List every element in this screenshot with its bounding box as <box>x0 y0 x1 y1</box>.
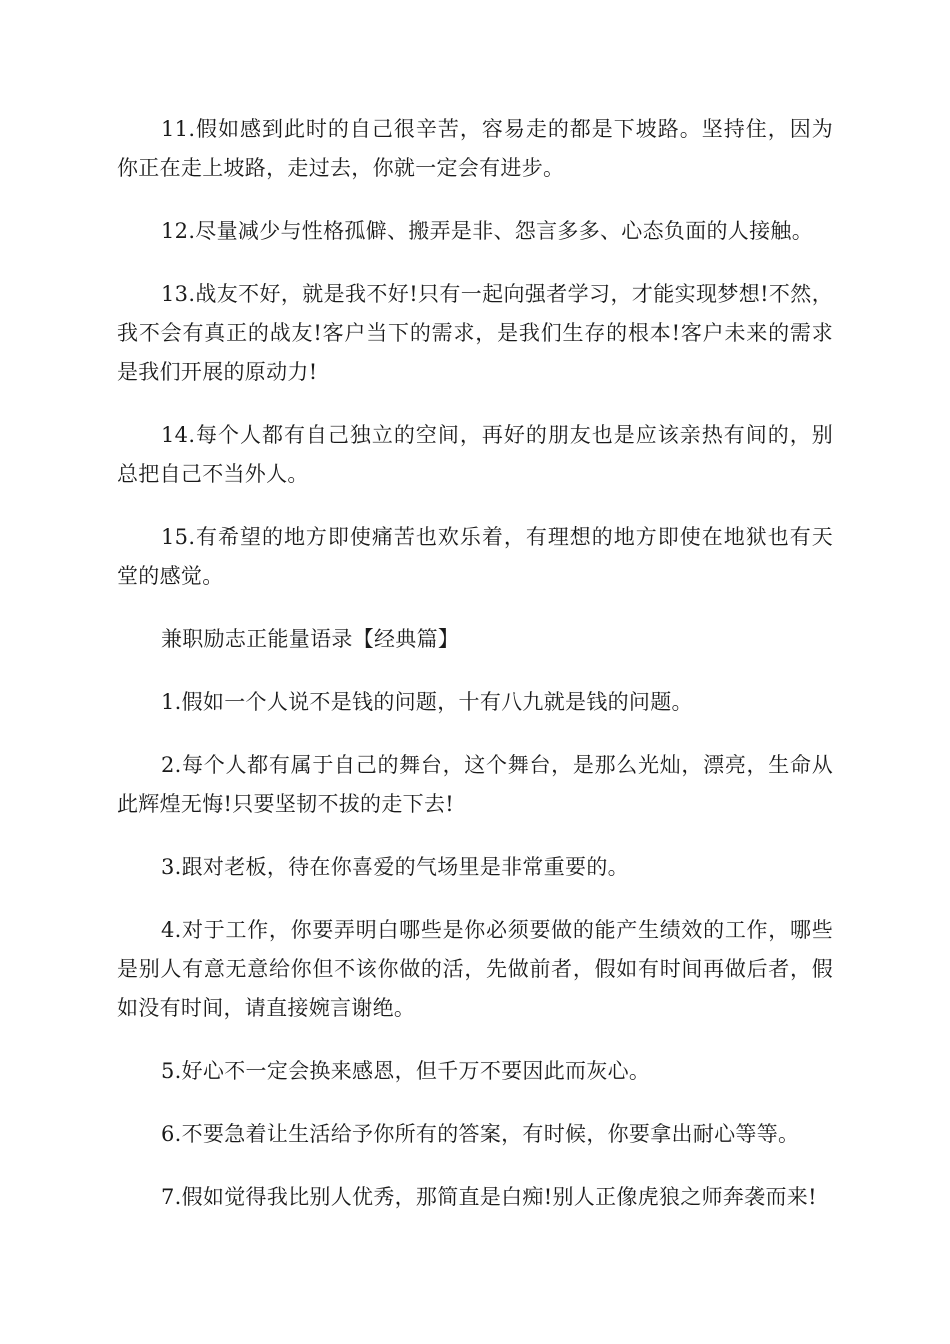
paragraph-3: 3.跟对老板，待在你喜爱的气场里是非常重要的。 <box>161 855 629 879</box>
paragraph-14: 14.每个人都有自己独立的空间，再好的朋友也是应该亲热有间的，别总把自己不当外人。 <box>117 423 833 486</box>
paragraph-7: 7.假如觉得我比别人优秀，那简直是白痴!别人正像虎狼之师奔袭而来! <box>161 1185 817 1209</box>
paragraph-11: 11.假如感到此时的自己很辛苦，容易走的都是下坡路。坚持住，因为你正在走上坡路，走过去，你就一定会有进步。 <box>117 117 833 180</box>
section-heading: 兼职励志正能量语录【经典篇】 <box>161 627 460 651</box>
paragraph-13: 13.战友不好，就是我不好!只有一起向强者学习，才能实现梦想!不然，我不会有真正的战友!客户当下的需求，是我们生存的根本!客户未来的需求是我们开展的原动力! <box>117 282 833 384</box>
paragraph-2: 2.每个人都有属于自己的舞台，这个舞台，是那么光灿，漂亮，生命从此辉煌无悔!只要坚韧不拔的走下去! <box>117 753 833 816</box>
paragraph-15: 15.有希望的地方即使痛苦也欢乐着，有理想的地方即使在地狱也有天堂的感觉。 <box>117 525 833 588</box>
paragraph-6: 6.不要急着让生活给予你所有的答案，有时候，你要拿出耐心等等。 <box>161 1122 800 1146</box>
paragraph-1: 1.假如一个人说不是钱的问题，十有八九就是钱的问题。 <box>161 690 693 714</box>
paragraph-4: 4.对于工作，你要弄明白哪些是你必须要做的能产生绩效的工作，哪些是别人有意无意给你但不该你做的活，先做前者，假如有时间再做后者，假如没有时间，请直接婉言谢绝。 <box>117 918 833 1020</box>
document-page <box>117 110 833 1241</box>
paragraph-12: 12.尽量减少与性格孤僻、搬弄是非、怨言多多、心态负面的人接触。 <box>161 219 813 243</box>
paragraph-5: 5.好心不一定会换来感恩，但千万不要因此而灰心。 <box>161 1059 651 1083</box>
